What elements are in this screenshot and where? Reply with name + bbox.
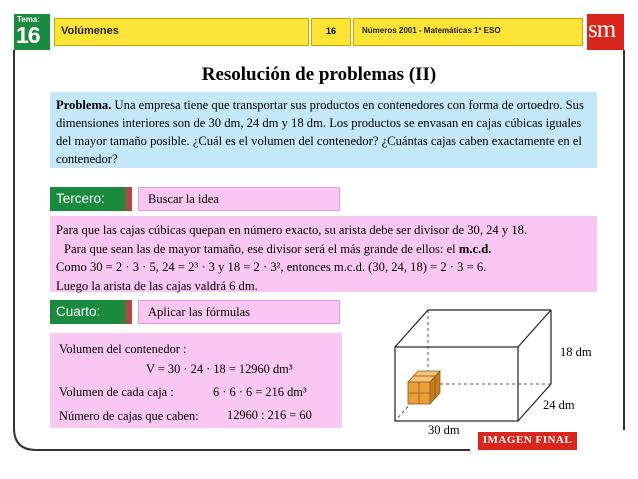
explanation-line-1: Para que las cajas cúbicas quepan en número exacto, su arista debe ser divisor de 30, 24 y 18. bbox=[56, 223, 528, 237]
box-volume-label: Volumen de cada caja : bbox=[59, 385, 174, 399]
step-fourth-subtitle: Aplicar las fórmulas bbox=[148, 305, 251, 319]
volume-formula: V = 30 · 24 · 18 = 12960 dm³ bbox=[146, 362, 293, 376]
problem-text: Una empresa tiene que transportar sus productos en contenedores con forma de ortoedro. Sus dimensiones interiores son de 30 dm, 24 dm y 18 dm. Los productos se envasan en cajas cúbicas iguales del mayor tamaño posible. ¿Cuál es el volumen del contenedor? ¿Cuántas cajas caben exactamente en el contenedor? bbox=[56, 98, 584, 166]
small-cube bbox=[408, 371, 440, 404]
page-number-box bbox=[311, 18, 351, 46]
step-third-subtitle: Buscar la idea bbox=[148, 192, 219, 206]
tema-number: 16 bbox=[16, 22, 40, 48]
box-count-formula: 12960 : 216 = 60 bbox=[227, 408, 312, 422]
container-figure bbox=[370, 300, 570, 430]
tema-label: Tema: bbox=[17, 15, 40, 24]
box-volume-formula: 6 · 6 · 6 = 216 dm³ bbox=[213, 385, 307, 399]
step-third-subtitle-box bbox=[138, 187, 340, 211]
problem-box bbox=[50, 92, 597, 168]
step-third-text: Tercero: bbox=[56, 191, 105, 206]
page-number: 16 bbox=[325, 26, 336, 36]
unit-title-box bbox=[54, 18, 309, 46]
box-count-label: Número de cajas que caben: bbox=[59, 409, 199, 423]
tema-badge bbox=[14, 14, 50, 50]
explanation-line-3: Como 30 = 2 · 3 · 5, 24 = 2³ · 3 y 18 = 2 · 3², entonces m.c.d. (30, 24, 18) = 2 · 3 = 6. bbox=[56, 260, 487, 274]
logo-text: sm bbox=[588, 16, 616, 43]
step-third-label bbox=[50, 187, 132, 211]
unit-title: Volúmenes bbox=[61, 25, 119, 37]
explanation-box bbox=[50, 216, 597, 292]
final-image-button[interactable]: IMAGEN FINAL bbox=[478, 432, 577, 450]
explanation-line-2 bbox=[56, 240, 591, 259]
dimension-width: 30 dm bbox=[428, 423, 460, 437]
book-title-box bbox=[353, 18, 583, 46]
volume-label: Volumen del contenedor : bbox=[59, 342, 187, 356]
page-title: Resolución de problemas (II) bbox=[201, 64, 437, 85]
explanation-line-2-text: Para que sean las de mayor tamaño, ese divisor será el más grande de ellos: el bbox=[64, 241, 459, 256]
formulas-box bbox=[50, 333, 342, 428]
step-fourth-subtitle-box bbox=[138, 300, 340, 324]
header-bar bbox=[14, 14, 624, 50]
book-title: Números 2001 - Matemáticas 1º ESO bbox=[362, 26, 501, 35]
sm-logo bbox=[587, 14, 624, 50]
explanation-line-4: Luego la arista de las cajas valdrá 6 dm. bbox=[56, 278, 258, 293]
mcd-highlight: m.c.d. bbox=[458, 241, 492, 256]
step-fourth-text: Cuarto: bbox=[56, 304, 101, 319]
dimension-depth: 24 dm bbox=[543, 398, 575, 412]
problem-label: Problema. bbox=[56, 98, 112, 112]
dimension-height: 18 dm bbox=[560, 345, 592, 359]
step-fourth-label bbox=[50, 300, 132, 324]
